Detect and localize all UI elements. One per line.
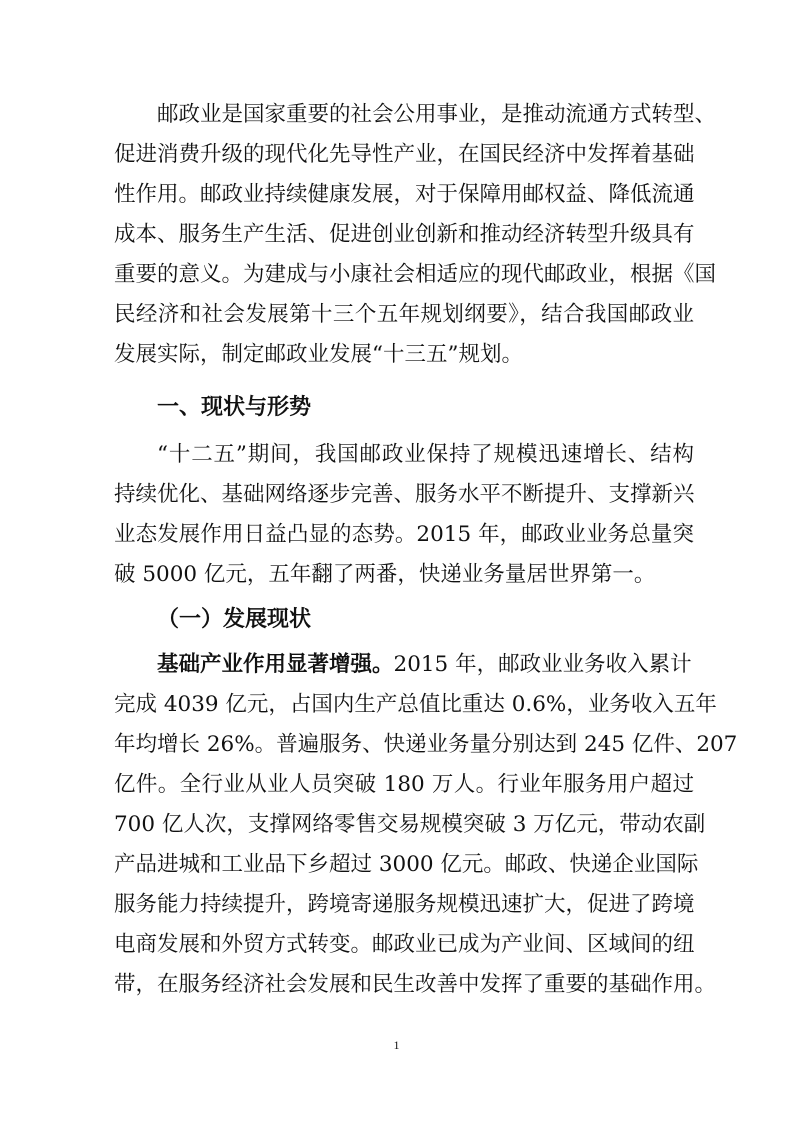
intro-line-6: 民经济和社会发展第十三个五年规划纲要》，结合我国邮政业: [114, 302, 694, 327]
para3-lead: 基础产业作用显著增强。: [157, 652, 394, 677]
para3-line-5: 700 亿人次，支撑网络零售交易规模突破 3 万亿元，带动农副: [114, 812, 706, 837]
intro-line-7: 发展实际，制定邮政业发展“十三五”规划。: [114, 342, 523, 367]
section1-line-3: 业态发展作用日益凸显的态势。2015 年，邮政业业务总量突: [114, 522, 694, 547]
para3-line-8: 电商发展和外贸方式转变。邮政业已成为产业间、区域间的纽: [114, 932, 695, 957]
intro-line-2: 促进消费升级的现代化先导性产业，在国民经济中发挥着基础: [114, 142, 695, 167]
subsection-heading: （一）发展现状: [157, 607, 312, 632]
intro-line-3: 性作用。邮政业持续健康发展，对于保障用邮权益、降低流通: [114, 182, 695, 207]
intro-line-1: 邮政业是国家重要的社会公用事业，是推动流通方式转型、: [157, 102, 717, 127]
para3-line-4: 亿件。全行业从业人员突破 180 万人。行业年服务用户超过: [114, 772, 694, 797]
section1-line-4: 破 5000 亿元，五年翻了两番，快递业务量居世界第一。: [114, 562, 656, 587]
section1-line-2: 持续优化、基础网络逐步完善、服务水平不断提升、支撑新兴: [114, 482, 695, 507]
intro-line-4: 成本、服务生产生活、促进创业创新和推动经济转型升级具有: [114, 222, 695, 247]
section-heading: 一、现状与形势: [157, 395, 312, 420]
para3-line-6: 产品进城和工业品下乡超过 3000 亿元。邮政、快递企业国际: [114, 852, 699, 877]
intro-line-5: 重要的意义。为建成与小康社会相适应的现代邮政业，根据《国: [114, 262, 717, 287]
para3-line-1: [157, 650, 694, 680]
para3-first-rest: 2015 年，邮政业业务收入累计: [393, 652, 692, 677]
para3-line-3: 年均增长 26%。普遍服务、快递业务量分别达到 245 亿件、207: [114, 732, 738, 757]
page-number: 1: [393, 1038, 400, 1052]
section1-line-1: “十二五”期间，我国邮政业保持了规模迅速增长、结构: [157, 442, 694, 467]
para3-line-9: 带，在服务经济社会发展和民生改善中发挥了重要的基础作用。: [114, 972, 717, 997]
para3-line-2: 完成 4039 亿元，占国内生产总值比重达 0.6%，业务收入五年: [114, 692, 717, 717]
para3-line-7: 服务能力持续提升，跨境寄递服务规模迅速扩大，促进了跨境: [114, 892, 695, 917]
